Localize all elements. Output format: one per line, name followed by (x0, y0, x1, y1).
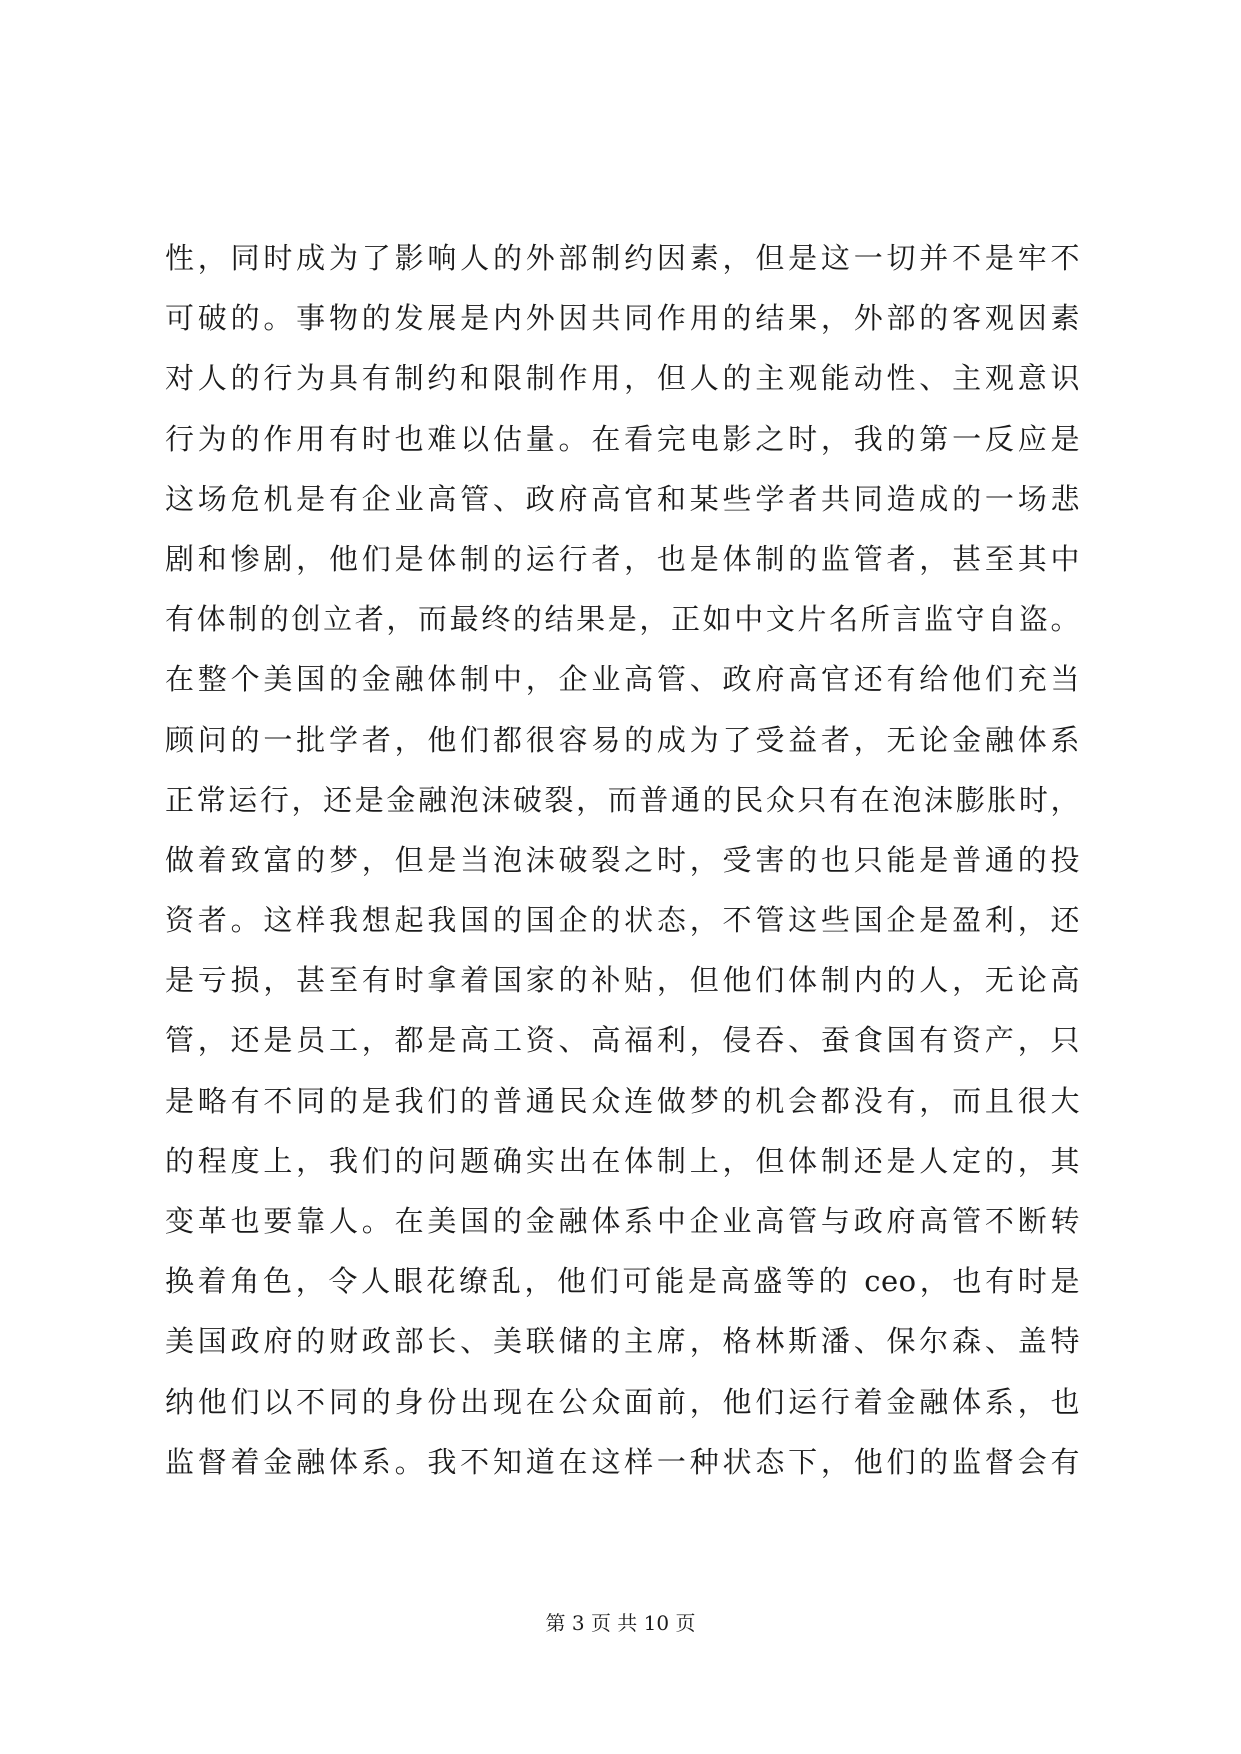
text-line: 做着致富的梦，但是当泡沫破裂之时，受害的也只能是普通的投 (165, 842, 1080, 877)
text-line: 资者。这样我想起我国的国企的状态，不管这些国企是盈利，还 (165, 903, 1080, 938)
text-line: 的程度上，我们的问题确实出在体制上，但体制还是人定的，其 (165, 1143, 1080, 1178)
text-line: 对人的行为具有制约和限制作用，但人的主观能动性、主观意识 (165, 361, 1080, 396)
text-line: 这场危机是有企业高管、政府高官和某些学者共同造成的一场悲 (165, 481, 1080, 516)
text-line: 是略有不同的是我们的普通民众连做梦的机会都没有，而且很大 (165, 1083, 1080, 1118)
text-line: 正常运行，还是金融泡沫破裂，而普通的民众只有在泡沫膨胀时， (165, 782, 1080, 817)
text-line: 顾问的一批学者，他们都很容易的成为了受益者，无论金融体系 (165, 722, 1080, 757)
text-line: 纳他们以不同的身份出现在公众面前，他们运行着金融体系，也 (165, 1384, 1080, 1419)
text-line: 换着角色，令人眼花缭乱，他们可能是高盛等的 ceo，也有时是 (165, 1264, 1080, 1299)
text-line: 管，还是员工，都是高工资、高福利，侵吞、蚕食国有资产，只 (165, 1023, 1080, 1058)
text-line: 剧和惨剧，他们是体制的运行者，也是体制的监管者，甚至其中 (165, 541, 1080, 576)
text-line: 是亏损，甚至有时拿着国家的补贴，但他们体制内的人，无论高 (165, 963, 1080, 998)
text-line: 有体制的创立者，而最终的结果是，正如中文片名所言监守自盗。 (165, 602, 1080, 637)
body-paragraph (165, 228, 1080, 1492)
text-line: 变革也要靠人。在美国的金融体系中企业高管与政府高管不断转 (165, 1204, 1080, 1238)
page-number-footer: 第 3 页 共 10 页 (545, 1611, 696, 1635)
text-line: 行为的作用有时也难以估量。在看完电影之时，我的第一反应是 (165, 421, 1080, 456)
text-line: 监督着金融体系。我不知道在这样一种状态下，他们的监督会有 (165, 1444, 1080, 1479)
text-line: 美国政府的财政部长、美联储的主席，格林斯潘、保尔森、盖特 (165, 1324, 1080, 1359)
text-line: 在整个美国的金融体制中，企业高管、政府高官还有给他们充当 (165, 662, 1080, 697)
text-line: 性，同时成为了影响人的外部制约因素，但是这一切并不是牢不 (165, 241, 1080, 275)
text-line: 可破的。事物的发展是内外因共同作用的结果，外部的客观因素 (165, 301, 1080, 336)
